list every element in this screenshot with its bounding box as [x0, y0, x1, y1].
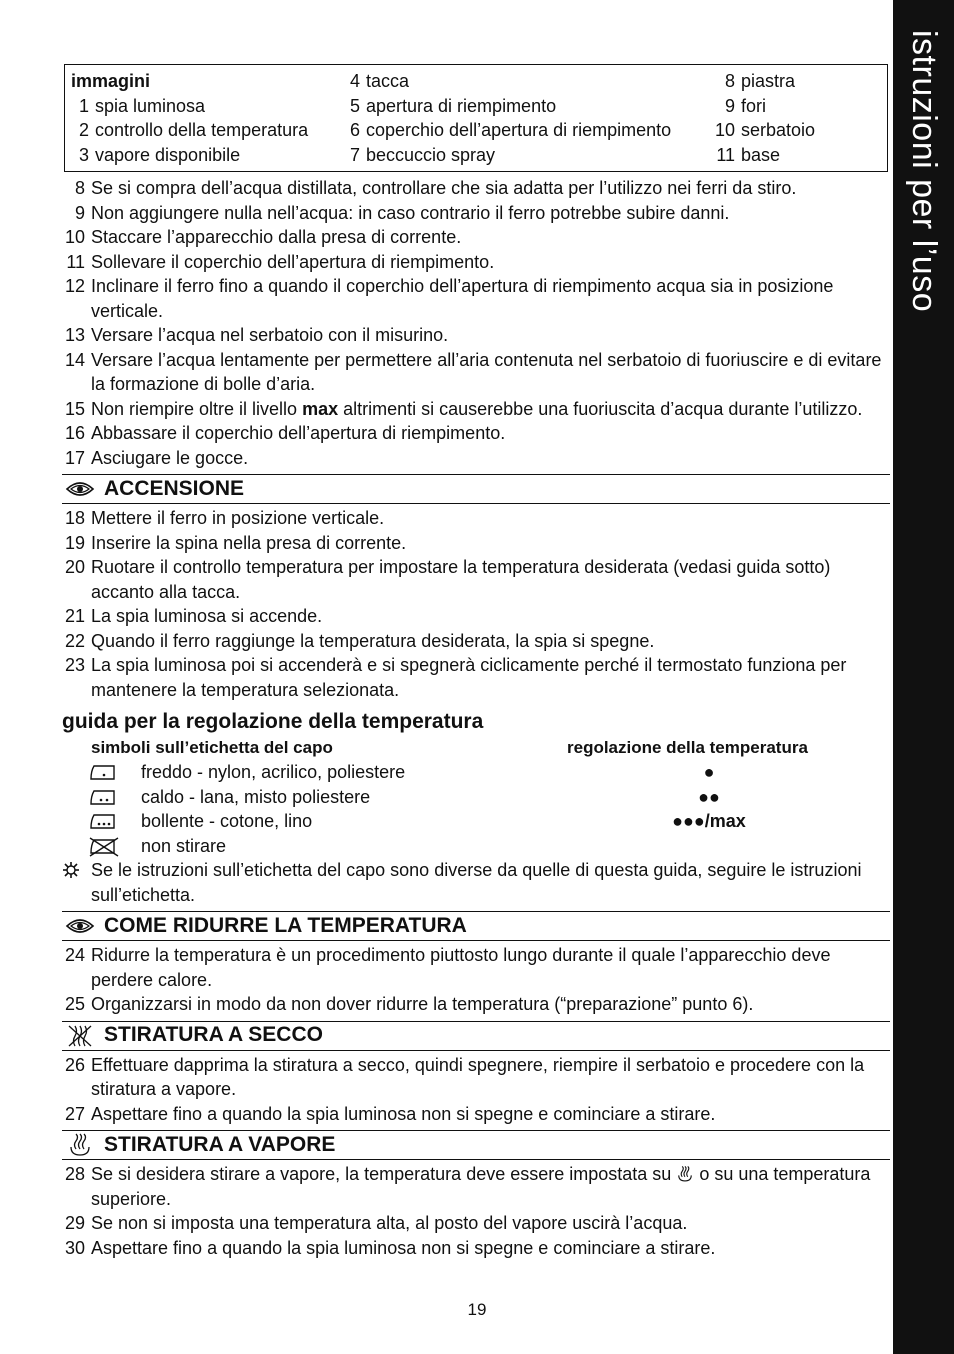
step-item: 20 Ruotare il controllo temperatura per impostare la temperatura desiderata (vedasi guida sotto) accanto alla tacca.	[64, 557, 831, 602]
section-secco-heading: STIRATURA A SECCO	[62, 1021, 890, 1051]
iron-2dot-icon	[88, 788, 122, 808]
iron-crossed-icon	[88, 837, 122, 857]
guide-row: non stirare	[62, 834, 890, 859]
guide-row: bollente - cotone, lino ●●●/max	[62, 809, 890, 834]
legend-item: 6 coperchio dell’apertura di riempimento	[350, 120, 672, 140]
iron-1dot-icon	[88, 763, 122, 783]
eye-icon	[62, 914, 98, 938]
step-item: 16 Abbassare il coperchio dell’apertura di riempimento.	[64, 423, 506, 443]
step-item: 27 Aspettare fino a quando la spia luminosa non si spegne e cominciare a stirare.	[64, 1103, 716, 1124]
section-ridurre-heading: COME RIDURRE LA TEMPERATURA	[62, 911, 890, 941]
step-item: 15 Non riempire oltre il livello max altrimenti si causerebbe una fuoriuscita d’acqua durante l’utilizzo.	[64, 398, 863, 419]
step-item: 18 Mettere il ferro in posizione verticale.	[64, 508, 385, 528]
steam-icon	[676, 1165, 694, 1183]
section-accensione-heading: ACCENSIONE	[62, 474, 890, 504]
legend-item: 11 base	[716, 144, 781, 165]
legend-title: immagini	[71, 71, 151, 91]
step-item: 22 Quando il ferro raggiunge la temperatura desiderata, la spia si spegne.	[64, 630, 655, 651]
temperature-guide-table	[62, 736, 890, 858]
max-label: max	[302, 398, 339, 419]
step-item: 9 Non aggiungere nulla nell’acqua: in caso contrario il ferro potrebbe subire danni.	[74, 202, 730, 223]
step-item: 24 Ridurre la temperatura è un procedimento piuttosto lungo durante il quale l’apparecchio deve perdere calore.	[64, 945, 831, 990]
legend-item: 3 vapore disponibile	[78, 144, 241, 165]
legend-item: 5 apertura di riempimento	[350, 95, 557, 116]
iron-3dot-icon	[88, 812, 122, 832]
section-vapore-heading: STIRATURA A VAPORE	[62, 1130, 890, 1160]
legend-box	[64, 64, 888, 172]
step-item: 8 Se si compra dell’acqua distillata, controllare che sia adatta per l’utilizzo nei ferri da stiro.	[74, 178, 797, 198]
step-item: 19 Inserire la spina nella presa di corrente.	[64, 532, 407, 553]
step-item: 30 Aspettare fino a quando la spia luminosa non si spegne e cominciare a stirare.	[64, 1237, 716, 1258]
guide-col-left: simboli sull’etichetta del capo	[91, 738, 333, 757]
step-item: 10 Staccare l’apparecchio dalla presa di corrente.	[64, 227, 462, 247]
step-item: 26 Effettuare dapprima la stiratura a secco, quindi spegnere, riempire il serbatoio e procedere con la stiratura a vapore.	[64, 1054, 865, 1099]
guide-title: guida per la regolazione della temperatura	[62, 710, 484, 733]
guide-row: freddo - nylon, acrilico, poliestere ●	[62, 760, 890, 785]
step-item: 11 Sollevare il coperchio dell’apertura di riempimento.	[66, 251, 495, 272]
step-item: 25 Organizzarsi in modo da non dover ridurre la temperatura (“preparazione” punto 6).	[64, 994, 754, 1014]
no-steam-icon	[62, 1024, 98, 1048]
step-item: 14 Versare l’acqua lentamente per permettere all’aria contenuta nel serbatoio di fuoriuscire e di evitare la formazione di bolle d’aria.	[64, 349, 882, 394]
legend-col-1	[71, 69, 308, 167]
steam-icon	[62, 1133, 98, 1157]
sidebar-title: istruzioni per l’uso	[905, 30, 943, 313]
legend-item: 9 fori	[724, 95, 767, 116]
step-item: 21 La spia luminosa si accende.	[64, 606, 323, 626]
guide-row: caldo - lana, misto poliestere ●●	[62, 785, 890, 810]
guide-note: Se le istruzioni sull’etichetta del capo sono diverse da quelle di questa guida, seguire le istruzioni sull’etichetta.	[62, 858, 890, 907]
legend-item: 2 controllo della temperatura	[78, 120, 309, 140]
legend-item: 10 serbatoio	[715, 120, 816, 140]
step-item: 23 La spia luminosa poi si accenderà e si spegnerà ciclicamente perché il termostato funziona per mantenere la temperatura selezionata.	[64, 655, 847, 700]
legend-col-2	[350, 69, 671, 167]
legend-item: 7 beccuccio spray	[350, 144, 496, 165]
step-item: 28 Se si desidera stirare a vapore, la temperatura deve essere impostata su o su una temperatura superiore.	[64, 1164, 871, 1209]
legend-item: 8 piastra	[724, 71, 796, 91]
main-content	[62, 176, 890, 1260]
warning-star-icon	[62, 861, 82, 881]
eye-icon	[62, 477, 98, 501]
step-item: 13 Versare l’acqua nel serbatoio con il misurino.	[64, 325, 449, 345]
step-item: 17 Asciugare le gocce.	[64, 447, 249, 468]
legend-item: 1 spia luminosa	[78, 95, 206, 116]
sidebar-band	[893, 0, 954, 1354]
legend-col-3	[715, 69, 815, 167]
step-item: 29 Se non si imposta una temperatura alta, al posto del vapore uscirà l’acqua.	[64, 1213, 688, 1233]
guide-header	[62, 736, 890, 760]
step-item: 12 Inclinare il ferro fino a quando il coperchio dell’apertura di riempimento acqua sia in posizione verticale.	[64, 276, 834, 321]
guide-col-right: regolazione della temperatura	[567, 738, 808, 757]
page-number: 19	[467, 1300, 487, 1319]
legend-item: 4 tacca	[350, 71, 410, 91]
